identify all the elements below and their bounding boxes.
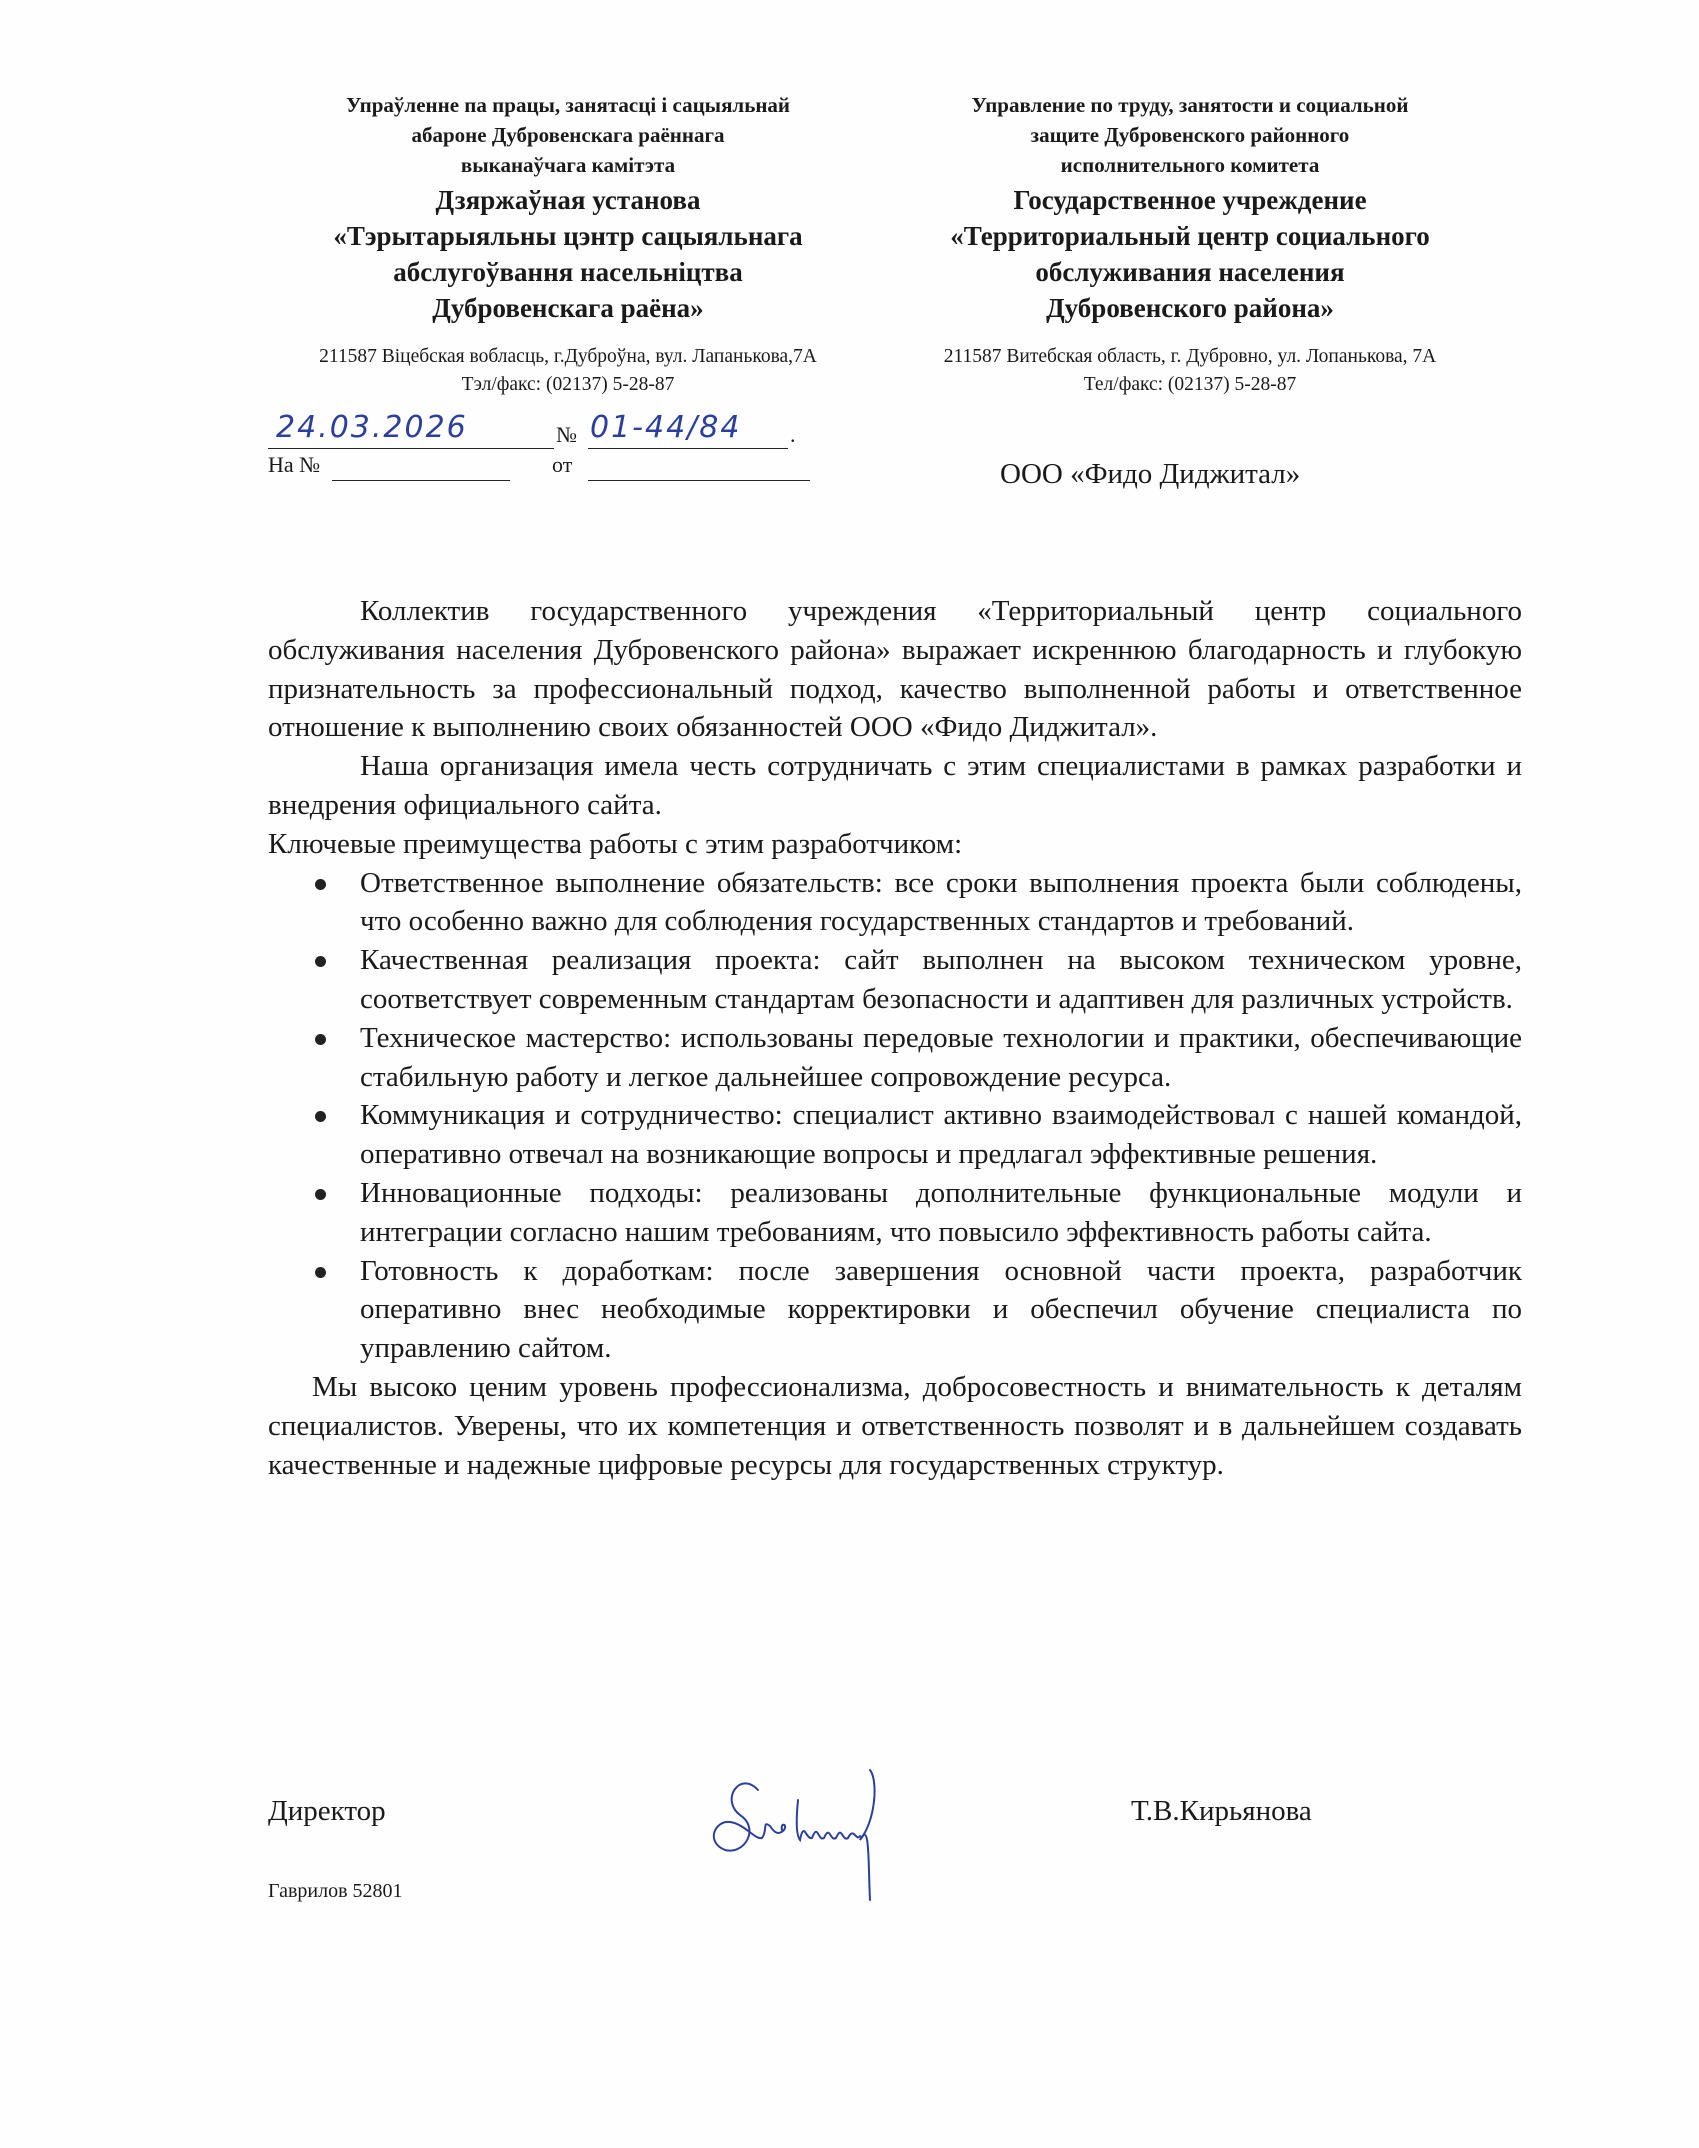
number-underline: [588, 448, 788, 449]
ministry-line: защите Дубровенского районного: [1030, 123, 1350, 147]
list-item: Готовность к доработкам: после завершения основной части проекта, разработчик оперативно внес необходимые корректировки и обеспечил обучение специалиста по управлению сайтом.: [268, 1252, 1522, 1368]
phone-fax: Тэл/факс: (02137) 5-28-87: [461, 374, 675, 395]
reply-number-label: На №: [268, 452, 321, 477]
institution-line: абслугоўвання насельніцтва: [393, 257, 743, 287]
postal-address: 211587 Витебская область, г. Дубровно, ул. Лопанькова, 7А: [943, 346, 1437, 367]
institution-line: обслуживания населения: [1035, 257, 1345, 287]
address-right: [880, 343, 1500, 399]
reply-reference-row: [268, 452, 868, 488]
bullet-icon: [315, 1189, 326, 1200]
bullet-icon: [315, 1034, 326, 1045]
bullet-icon: [315, 1267, 326, 1278]
signatory-name: Т.В.Кирьянова: [1131, 1795, 1312, 1827]
phone-fax: Тел/факс: (02137) 5-28-87: [1083, 374, 1297, 395]
bullet-icon: [315, 879, 326, 890]
outgoing-number: 01-44/84: [590, 410, 742, 445]
ministry-line: Управление по труду, занятости и социальной: [971, 93, 1409, 117]
reply-date-line: [588, 480, 810, 481]
institution-line: Дубровенскага раёна»: [432, 293, 704, 323]
outgoing-date: 24.03.2026: [276, 410, 468, 445]
ministry-line: Упраўленне па працы, занятасці і сацыяльнай: [345, 93, 791, 117]
list-item: Качественная реализация проекта: сайт выполнен на высоком техническом уровне, соответствует современным стандартам безопасности и адаптивен для различных устройств.: [268, 941, 1522, 1019]
closing-paragraph: Мы высоко ценим уровень профессионализма, добросовестность и внимательность к деталям специалистов. Уверены, что их компетенция и ответственность позволят и в дальнейшем создавать качественные и надежные цифровые ресурсы для государственных структур.: [268, 1370, 1522, 1481]
ministry-line: абароне Дубровенскага раённага: [411, 123, 725, 147]
institution-line: «Тэрытарыяльны цэнтр сацыяльнага: [333, 221, 803, 251]
paragraph: Коллектив государственного учреждения «Территориальный центр социального обслуживания населения Дубровенского района» выражает искреннюю благодарность и глубокую признательность за профессиональный подход, качество выполненной работы и ответственное отношение к выполнению своих обязанностей ООО «Фидо Диджитал».: [268, 595, 1522, 744]
header-left-belarusian: [268, 90, 868, 326]
number-label: №: [556, 422, 577, 447]
addressee: ООО «Фидо Диджитал»: [1000, 458, 1301, 490]
list-item: Коммуникация и сотрудничество: специалист активно взаимодействовал с нашей командой, оперативно отвечал на возникающие вопросы и предлагал эффективные решения.: [268, 1096, 1522, 1174]
paragraph: Наша организация имела честь сотрудничать с этим специалистами в рамках разработки и внедрения официального сайта.: [268, 750, 1522, 821]
reply-from-label: от: [552, 452, 573, 477]
executor-note: Гаврилов 52801: [268, 1880, 403, 1902]
institution-line: Дзяржаўная установа: [435, 185, 701, 215]
address-left: [268, 343, 868, 399]
list-item: Инновационные подходы: реализованы дополнительные функциональные модули и интеграции согласно нашим требованиям, что повысило эффективность работы сайта.: [268, 1174, 1522, 1252]
institution-line: «Территориальный центр социального: [950, 221, 1430, 251]
bullet-icon: [315, 1111, 326, 1122]
list-intro: Ключевые преимущества работы с этим разработчиком:: [268, 827, 963, 860]
institution-line: Дубровенского района»: [1046, 293, 1334, 323]
list-item: Ответственное выполнение обязательств: все сроки выполнения проекта были соблюдены, что особенно важно для соблюдения государственных стандартов и требований.: [268, 864, 1522, 942]
institution-line: Государственное учреждение: [1013, 185, 1367, 215]
header-right-russian: [880, 90, 1500, 326]
letter-body: [268, 592, 1522, 1484]
advantages-list: [268, 864, 1522, 1368]
signatory-title: Директор: [268, 1795, 386, 1827]
date-underline: [268, 448, 554, 449]
postal-address: 211587 Віцебская вобласць, г.Дуброўна, вул. Лапанькова,7А: [319, 346, 817, 367]
bullet-icon: [315, 956, 326, 967]
reply-number-line: [332, 480, 510, 481]
list-item: Техническое мастерство: использованы передовые технологии и практики, обеспечивающие стабильную работу и легкое дальнейшее сопровождение ресурса.: [268, 1019, 1522, 1097]
handwritten-signature-icon: [700, 1760, 900, 1910]
ministry-line: выканаўчага камітэта: [460, 153, 676, 177]
number-end: .: [790, 422, 796, 447]
registration-row: [268, 410, 868, 454]
ministry-line: исполнительного комитета: [1060, 153, 1320, 177]
